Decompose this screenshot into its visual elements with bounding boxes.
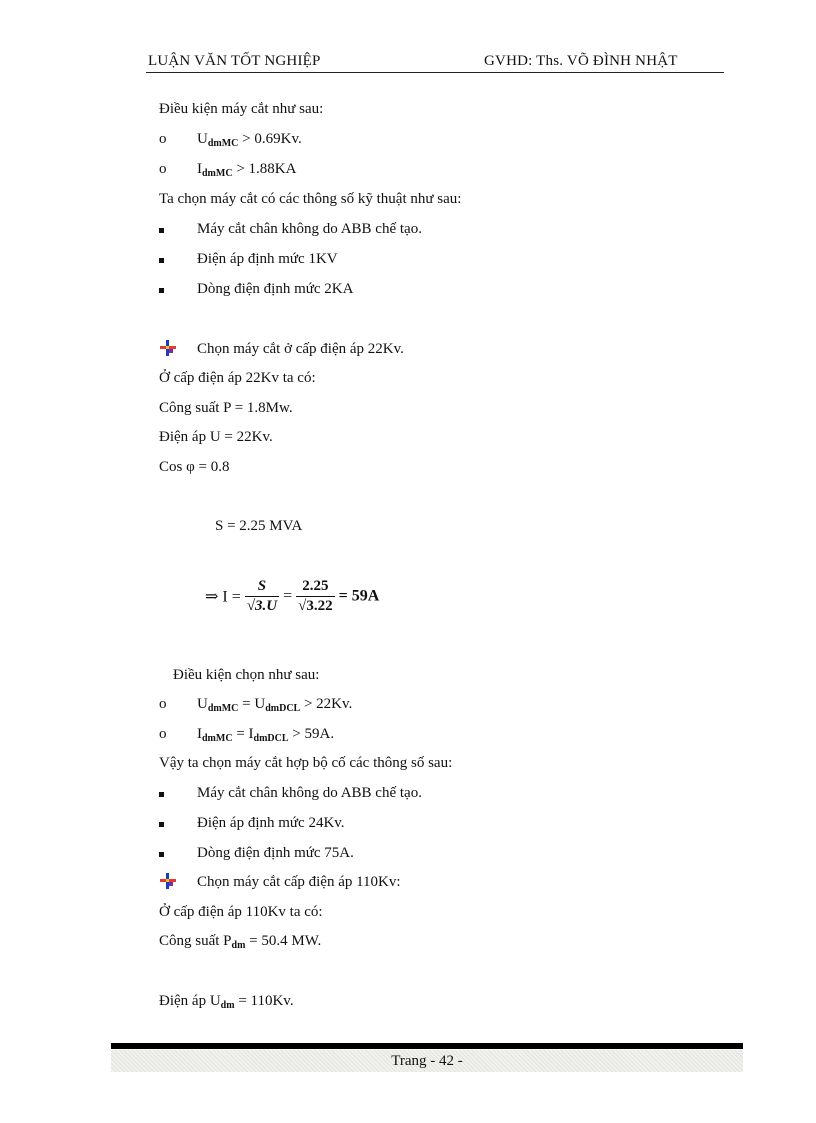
fraction-symbolic: $\frac{S}{√3.U}$ bbox=[246, 578, 278, 614]
condition-udm: $U_{dmMC} = U_{dmDCL} > 22Kv$. bbox=[197, 696, 353, 714]
list-marker-circle: o bbox=[159, 161, 167, 177]
thesis-title: LUẬN VĂN TỐT NGHIỆP bbox=[148, 53, 321, 69]
apparent-power: S = 2.25 MVA bbox=[215, 518, 303, 534]
bullet-square-icon bbox=[159, 251, 164, 268]
pushpin-icon bbox=[160, 873, 176, 889]
text-line: Ở cấp điện áp 110Kv ta có: bbox=[159, 904, 323, 920]
rated-voltage: Điện áp $U_{dm} = 110Kv$. bbox=[159, 993, 294, 1011]
condition-idm: $I_{dmMC} > 1.88KA$ bbox=[197, 161, 297, 179]
text-line: Cos φ = 0.8 bbox=[159, 459, 230, 475]
section2-heading: Chọn máy cắt ở cấp điện áp 22Kv. bbox=[197, 341, 404, 357]
spec-item: Điện áp định mức 1KV bbox=[197, 251, 338, 267]
bullet-square-icon bbox=[159, 845, 164, 862]
section1-choose: Ta chọn máy cắt có các thông số kỹ thuật như sau: bbox=[159, 191, 462, 207]
condition-udm: $U_{dmMC} > 0.69Kv$. bbox=[197, 131, 302, 149]
text-line: Điện áp U = 22Kv. bbox=[159, 429, 273, 445]
bullet-square-icon bbox=[159, 281, 164, 298]
bullet-square-icon bbox=[159, 815, 164, 832]
list-marker-circle: o bbox=[159, 696, 167, 712]
spec-item: Máy cắt chân không do ABB chế tạo. bbox=[197, 785, 422, 801]
section2-choose: Vậy ta chọn máy cắt hợp bộ cố các thông số sau: bbox=[159, 755, 453, 771]
supervisor-label: GVHD: Ths. VÕ ĐÌNH NHẬT bbox=[484, 53, 678, 69]
fraction-numeric: $\frac{2.25}{√3.22}$ bbox=[298, 578, 333, 614]
condition-heading: Điều kiện chọn như sau: bbox=[173, 667, 320, 683]
rated-power: Công suất $P_{dm} = 50.4$ MW. bbox=[159, 933, 322, 951]
list-marker-circle: o bbox=[159, 131, 167, 147]
condition-idm: $I_{dmMC} = I_{dmDCL} > 59A$. bbox=[197, 726, 335, 744]
pushpin-icon bbox=[160, 340, 176, 356]
current-formula: ⇒ I = $\frac{S}{√3.U}$ = $\frac{2.25}{√3.22}$ = 59A bbox=[205, 578, 380, 614]
page-number: Trang - 42 - bbox=[391, 1053, 463, 1069]
bullet-square-icon bbox=[159, 221, 164, 238]
spec-item: Máy cắt chân không do ABB chế tạo. bbox=[197, 221, 422, 237]
section3-heading: Chọn máy cắt cấp điện áp 110Kv: bbox=[197, 874, 401, 890]
bullet-square-icon bbox=[159, 785, 164, 802]
text-line: Công suất P = 1.8Mw. bbox=[159, 400, 293, 416]
spec-item: Dòng điện định mức 2KA bbox=[197, 281, 354, 297]
spec-item: Điện áp định mức 24Kv. bbox=[197, 815, 345, 831]
footer-rule bbox=[111, 1043, 743, 1049]
page-header bbox=[146, 52, 724, 73]
text-line: Ở cấp điện áp 22Kv ta có: bbox=[159, 370, 316, 386]
page-footer bbox=[111, 1050, 743, 1072]
spec-item: Dòng điện định mức 75A. bbox=[197, 845, 354, 861]
list-marker-circle: o bbox=[159, 726, 167, 742]
section1-intro: Điều kiện máy cắt như sau: bbox=[159, 101, 324, 117]
